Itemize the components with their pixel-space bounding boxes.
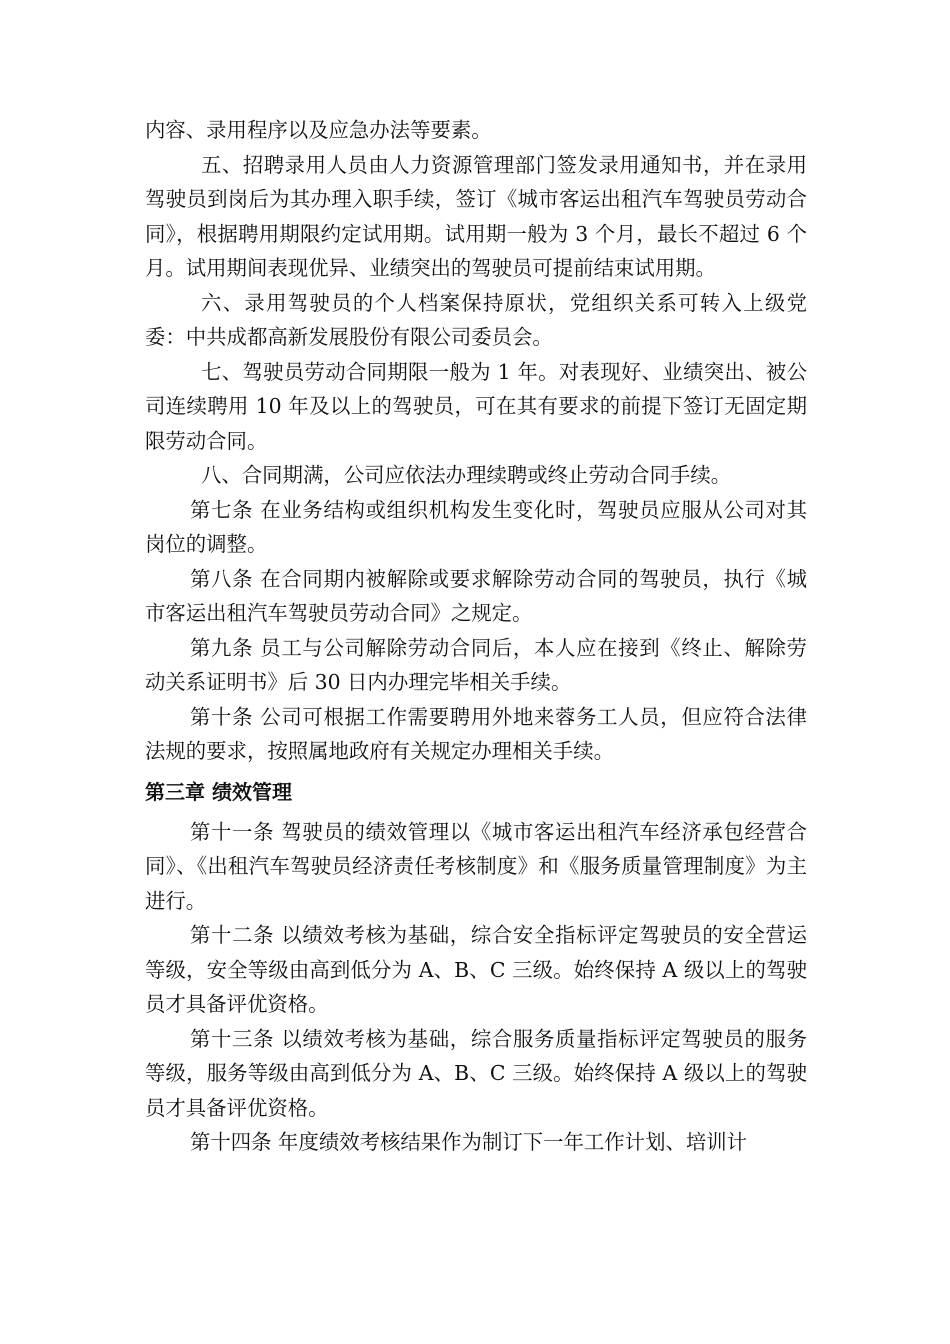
article-7: 第七条 在业务结构或组织机构发生变化时，驾驶员应服从公司对其岗位的调整。 xyxy=(145,497,807,556)
article-8: 第八条 在合同期内被解除或要求解除劳动合同的驾驶员，执行《城市客运出租汽车驾驶员劳动合同》之规定。 xyxy=(145,566,807,625)
document-body xyxy=(145,113,807,1160)
chapter-heading: 第三章 绩效管理 xyxy=(145,779,292,804)
article-11: 第十一条 驾驶员的绩效管理以《城市客运出租汽车经济承包经营合同》、《出租汽车驾驶员经济责任考核制度》和《服务质量管理制度》为主进行。 xyxy=(145,819,807,913)
article-12: 第十二条 以绩效考核为基础，综合安全指标评定驾驶员的安全营运等级，安全等级由高到低分为 A、B、C 三级。始终保持 A 级以上的驾驶员才具备评优资格。 xyxy=(145,923,807,1016)
article-14: 第十四条 年度绩效考核结果作为制订下一年工作计划、培训计 xyxy=(190,1130,748,1154)
paragraph-item-8: 八、合同期满，公司应依法办理续聘或终止劳动合同手续。 xyxy=(201,463,732,487)
article-9: 第九条 员工与公司解除劳动合同后，本人应在接到《终止、解除劳动关系证明书》后 30 日内办理完毕相关手续。 xyxy=(145,635,807,694)
article-13: 第十三条 以绩效考核为基础，综合服务质量指标评定驾驶员的服务等级，服务等级由高到低分为 A、B、C 三级。始终保持 A 级以上的驾驶员才具备评优资格。 xyxy=(145,1026,807,1120)
article-10: 第十条 公司可根据工作需要聘用外地来蓉务工人员，但应符合法律法规的要求，按照属地政府有关规定办理相关手续。 xyxy=(145,704,807,763)
paragraph-continuation: 内容、录用程序以及应急办法等要素。 xyxy=(145,118,492,142)
paragraph-item-6: 六、录用驾驶员的个人档案保持原状，党组织关系可转入上级党委：中共成都高新发展股份有限公司委员会。 xyxy=(145,290,807,349)
paragraph-item-5: 五、招聘录用人员由人力资源管理部门签发录用通知书，并在录用驾驶员到岗后为其办理入职手续，签订《城市客运出租汽车驾驶员劳动合同》，根据聘用期限约定试用期。试用期一般为 3 个月，最长不超过 6 个月。试用期间表现优异、业绩突出的驾驶员可提前结束试用期。 xyxy=(145,152,807,280)
paragraph-item-7: 七、驾驶员劳动合同期限一般为 1 年。对表现好、业绩突出、被公司连续聘用 10 年及以上的驾驶员，可在其有要求的前提下签订无固定期限劳动合同。 xyxy=(145,359,807,453)
